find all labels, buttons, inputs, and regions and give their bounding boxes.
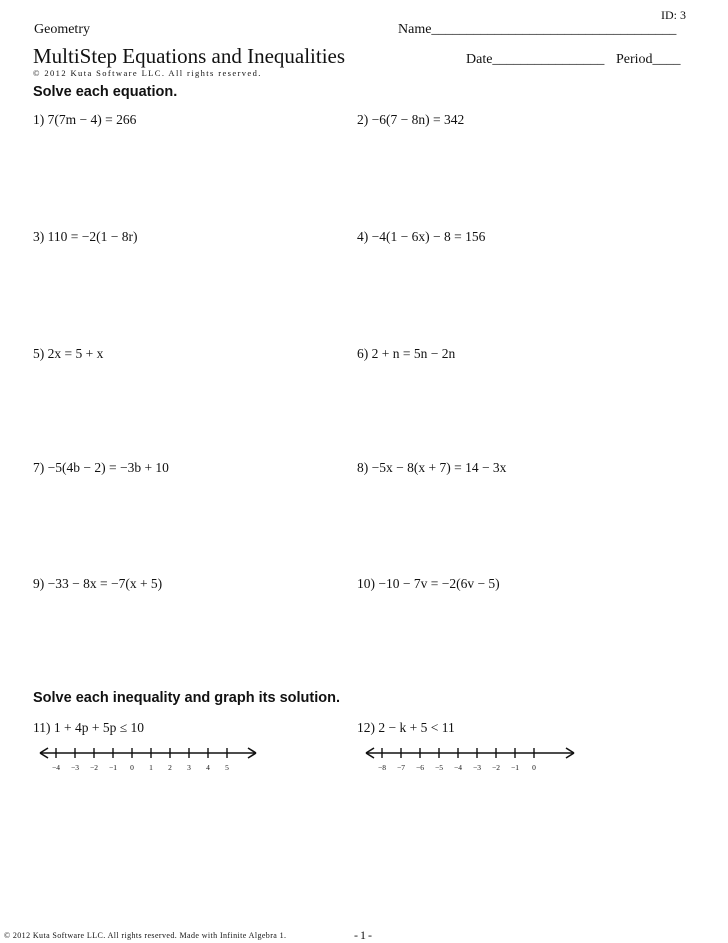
page-number: -1- [354, 928, 374, 942]
name-field: Name___________________________________ [398, 22, 677, 37]
tick-label: −1 [511, 763, 519, 772]
problem-11: 11) 1 + 4p + 5p ≤ 10 [33, 720, 145, 735]
period-field: Period____ [616, 52, 681, 67]
tick-label: 0 [532, 763, 536, 772]
tick-label: 1 [149, 763, 153, 772]
tick-label: −8 [378, 763, 386, 772]
problem-7: 7) −5(4b − 2) = −3b + 10 [33, 460, 169, 475]
section-inequalities-heading: Solve each inequality and graph its solution. [33, 690, 340, 706]
tick-label: 3 [187, 763, 191, 772]
tick-label: 0 [130, 763, 134, 772]
tick-label: −5 [435, 763, 443, 772]
worksheet-id: ID: 3 [661, 8, 686, 22]
date-field: Date________________ [466, 52, 605, 67]
number-line-11 [38, 744, 258, 774]
course-name: Geometry [34, 22, 90, 37]
tick-label: −3 [71, 763, 79, 772]
problem-6: 6) 2 + n = 5n − 2n [357, 346, 456, 361]
footer-text: © 2012 Kuta Software LLC. All rights reserved. Made with Infinite Algebra 1. [4, 931, 287, 940]
problem-9: 9) −33 − 8x = −7(x + 5) [33, 576, 163, 591]
tick-label: −2 [492, 763, 500, 772]
problem-4: 4) −4(1 − 6x) − 8 = 156 [357, 229, 486, 244]
tick-label: −7 [397, 763, 405, 772]
tick-label: 2 [168, 763, 172, 772]
problem-5: 5) 2x = 5 + x [33, 346, 104, 361]
tick-label: 4 [206, 763, 210, 772]
tick-label: −3 [473, 763, 481, 772]
tick-label: −1 [109, 763, 117, 772]
problem-8: 8) −5x − 8(x + 7) = 14 − 3x [357, 460, 507, 475]
tick-label: −6 [416, 763, 424, 772]
problem-12: 12) 2 − k + 5 < 11 [357, 720, 455, 735]
number-line-12 [364, 744, 576, 774]
problem-2: 2) −6(7 − 8n) = 342 [357, 112, 465, 127]
tick-label: −4 [52, 763, 60, 772]
tick-label: 5 [225, 763, 229, 772]
section-equations-heading: Solve each equation. [33, 84, 178, 100]
tick-label: −2 [90, 763, 98, 772]
tick-label: −4 [454, 763, 462, 772]
problem-10: 10) −10 − 7v = −2(6v − 5) [357, 576, 500, 591]
problem-3: 3) 110 = −2(1 − 8r) [33, 229, 138, 244]
copyright-notice: © 2012 Kuta Software LLC. All rights reserved. [33, 68, 262, 78]
problem-1: 1) 7(7m − 4) = 266 [33, 112, 137, 127]
worksheet-title: MultiStep Equations and Inequalities [33, 44, 346, 68]
